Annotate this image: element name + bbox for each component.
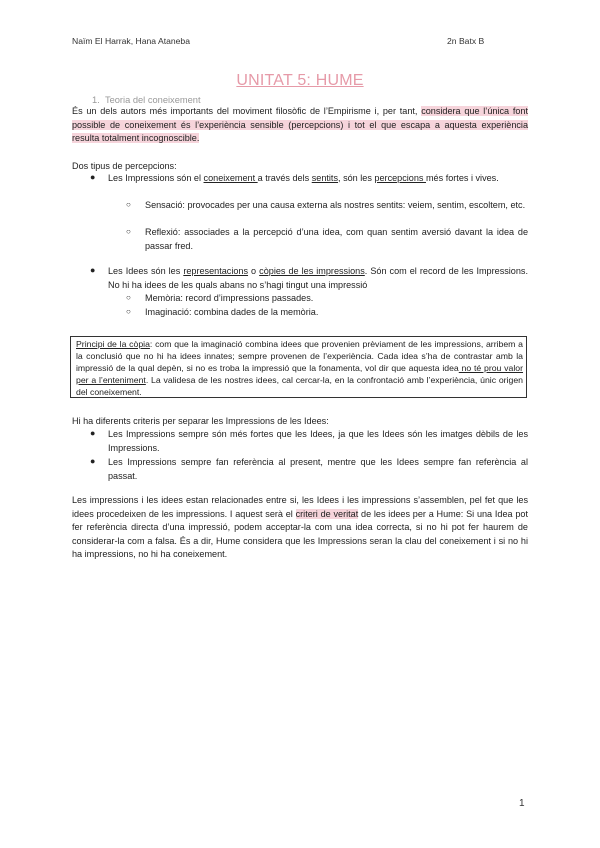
closing-text-b: de les idees per a Hume: Si una Idea pot fer referència directa d’una impressió, podem acceptar-la com una idea correcta, si no hi pot fer haurem de considerar-la com a falsa. És a dir, Hume considera que les Impressions seran la clau del coneixement i si no hi ha impressions, no hi ha coneixement. (72, 508, 528, 559)
perceptions-heading: Dos tipus de percepcions: (72, 161, 177, 171)
closing-paragraph (72, 494, 528, 562)
bullet-dot: ● (90, 456, 96, 466)
circle-bullet: ○ (126, 293, 131, 302)
closing-text-a: Les impressions i les idees estan relacionades entre si, les Idees i les impressions s’assemblen, pel fet que les idees procedeixen de les impressions. I aquest serà el (72, 495, 528, 519)
ideas-text-e: . Són com el record de les Impressions. No hi ha idees de les quals abans no s’hagi tingut una impressió (108, 266, 528, 290)
ideas-representacions: representacions (183, 266, 249, 276)
section-label: Teoria del coneixement (104, 95, 201, 105)
ideas-item (108, 265, 528, 292)
ideas-text-c: o (248, 266, 260, 276)
imp-percepcions: percepcions (374, 173, 426, 183)
principle-text-a: : com que la imaginació combina idees que provenien prèviament de les impressions, arribem a la conclusió que no hi ha idees innates; sempre provenen de l’experiència. Cada idea s’ha de contrastar amb la impressió de la qual depèn, si no es troba la impressió que la fonamenta, vol dir que aquesta idea (76, 339, 523, 373)
closing-highlight: criteri de veritat (295, 508, 359, 519)
imp-text-g: més fortes i vives. (425, 173, 499, 183)
principle-text (76, 339, 523, 399)
criteria-item-2: Les Impressions sempre fan referència al present, mentre que les Idees sempre fan referència al passat. (108, 457, 528, 481)
principle-text-c: . La validesa de les nostres idees, cal cercar-la, en la confrontació amb l’experiència, únic origen del coneixement. (76, 374, 523, 397)
sub-item-reflexio: Reflexió: associades a la percepció d’una idea, com quan sentim aversió davant la idea de passar fred. (145, 227, 528, 251)
principle-label: Principi de la còpia (76, 339, 150, 349)
imp-coneixement: coneixement (203, 173, 258, 183)
sub-item-memoria: Memòria: record d’impressions passades. (145, 293, 314, 303)
criteria-item-1: Les Impressions sempre són més fortes que les Idees, ja que les Idees són les imatges dèbils de les Impressions. (108, 429, 528, 453)
circle-bullet: ○ (126, 307, 131, 316)
header-class: 2n Batx B (447, 36, 485, 46)
bullet-dot: ● (90, 428, 96, 438)
header-authors: Naïm El Harrak, Hana Ataneba (72, 36, 190, 46)
page-title: UNITAT 5: HUME (236, 72, 364, 89)
ideas-text-a: Les Idees són les (108, 266, 184, 276)
ideas-copies: còpies de les impressions (259, 266, 365, 276)
imp-sentits: sentits (311, 173, 339, 183)
sub-item-sensacio: Sensació: provocades per una causa externa als nostres sentits: veiem, sentim, escoltem, etc. (145, 200, 526, 210)
section-heading (92, 95, 201, 105)
intro-highlight: considera que l’única font possible de coneixement és l’experiència sensible (percepcions) i tot el que escapa a aquesta experiència resulta totalment incognoscible. (72, 106, 528, 143)
circle-bullet: ○ (126, 227, 131, 236)
intro-paragraph (72, 105, 528, 146)
sub-item-imaginacio: Imaginació: combina dades de la memòria. (145, 307, 319, 317)
criteria-heading: Hi ha diferents criteris per separar les Impressions de les Idees: (72, 416, 329, 426)
page-number: 1 (519, 798, 525, 809)
intro-text: És un dels autors més importants del moviment filosòfic de l’Empirisme i, per tant, (72, 106, 422, 116)
impressions-item (108, 172, 528, 186)
imp-text-c: a través dels (257, 173, 312, 183)
bullet-dot: ● (90, 265, 96, 275)
imp-text-a: Les Impressions són el (108, 173, 204, 183)
circle-bullet: ○ (126, 200, 131, 209)
imp-text-e: , són les (338, 173, 375, 183)
bullet-dot: ● (90, 172, 96, 182)
section-number: 1. (92, 95, 100, 105)
principle-underline: no té prou valor per a l’enteniment (76, 362, 524, 385)
